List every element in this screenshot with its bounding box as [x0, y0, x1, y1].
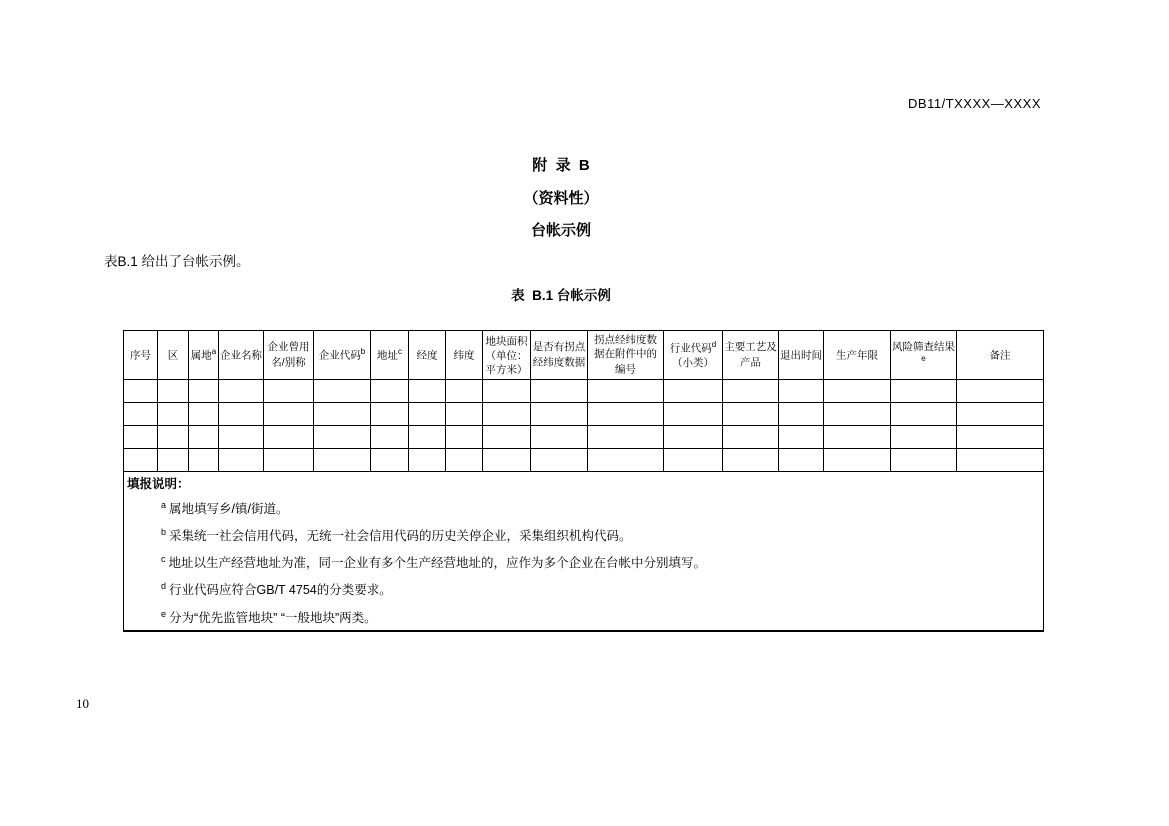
empty-cell: [483, 426, 531, 449]
empty-cell: [124, 426, 158, 449]
empty-cell: [664, 403, 723, 426]
empty-cell: [264, 449, 314, 472]
empty-cell: [824, 426, 891, 449]
empty-cell: [189, 426, 219, 449]
empty-cell: [779, 426, 824, 449]
empty-cell: [219, 449, 264, 472]
table-caption: 表 B.1 台帐示例: [511, 288, 611, 303]
empty-cell: [124, 403, 158, 426]
empty-cell: [189, 403, 219, 426]
empty-cell: [531, 426, 588, 449]
col-header-exit-time: 退出时间: [779, 331, 824, 380]
intro-paragraph: 表B.1 给出了台帐示例。: [104, 254, 250, 269]
empty-cell: [371, 403, 409, 426]
notes-cell: [124, 472, 1044, 631]
col-header-main-process: 主要工艺及产品: [723, 331, 779, 380]
col-header-production-years: 生产年限: [824, 331, 891, 380]
ledger-table-container: [123, 330, 1044, 632]
empty-cell: [779, 380, 824, 403]
empty-cell: [446, 449, 483, 472]
header-row: [124, 331, 1044, 380]
empty-cell: [371, 380, 409, 403]
empty-cell: [409, 426, 446, 449]
empty-cell: [446, 403, 483, 426]
empty-cell: [957, 449, 1044, 472]
empty-cell: [588, 380, 664, 403]
empty-cell: [957, 403, 1044, 426]
empty-cell: [531, 403, 588, 426]
footnote-a: $^a$ 属地填写乡/镇/街道。: [161, 500, 289, 517]
empty-cell: [314, 380, 371, 403]
col-header-address: 地址$^c$: [371, 331, 409, 380]
empty-cell: [957, 380, 1044, 403]
col-header-industry-code: 行业代码$^d$（小类）: [664, 331, 723, 380]
empty-cell: [371, 426, 409, 449]
empty-cell: [264, 426, 314, 449]
footnote-c: $^c$ 地址以生产经营地址为准，同一企业有多个生产经营地址的，应作为多个企业在台帐中分别填写。: [161, 554, 707, 571]
empty-cell: [723, 449, 779, 472]
empty-cell: [314, 449, 371, 472]
empty-cell: [189, 449, 219, 472]
notes-row: [124, 472, 1044, 631]
empty-cell: [314, 403, 371, 426]
empty-cell: [723, 403, 779, 426]
empty-cell: [409, 380, 446, 403]
appendix-name: 台帐示例: [530, 222, 591, 239]
empty-cell: [723, 380, 779, 403]
col-header-latitude: 纬度: [446, 331, 483, 380]
empty-cell: [158, 403, 189, 426]
empty-cell: [723, 426, 779, 449]
appendix-subtitle: （资料性）: [523, 190, 599, 207]
empty-cell: [124, 449, 158, 472]
empty-cell: [158, 426, 189, 449]
table-body: [124, 380, 1044, 472]
empty-row: [124, 449, 1044, 472]
empty-cell: [483, 449, 531, 472]
empty-cell: [158, 449, 189, 472]
empty-row: [124, 403, 1044, 426]
col-header-seq: 序号: [124, 331, 158, 380]
notes-title: 填报说明：: [127, 477, 190, 491]
standard-number: DB11/TXXXX—XXXX: [908, 96, 1041, 111]
empty-cell: [779, 403, 824, 426]
empty-cell: [371, 449, 409, 472]
empty-cell: [588, 403, 664, 426]
empty-cell: [483, 403, 531, 426]
empty-cell: [957, 426, 1044, 449]
empty-cell: [824, 380, 891, 403]
empty-cell: [779, 449, 824, 472]
empty-cell: [314, 426, 371, 449]
empty-cell: [158, 380, 189, 403]
empty-cell: [409, 449, 446, 472]
empty-cell: [891, 449, 957, 472]
col-header-plot-area: 地块面积（单位：平方米）: [483, 331, 531, 380]
ledger-header: [124, 331, 1044, 380]
empty-cell: [664, 449, 723, 472]
empty-cell: [189, 380, 219, 403]
page-number: 10: [76, 696, 89, 711]
empty-cell: [664, 426, 723, 449]
footnote-e: $^e$ 分为“优先监管地块” “一般地块”两类。: [161, 608, 377, 625]
empty-cell: [588, 426, 664, 449]
table-notes: [124, 472, 1044, 631]
empty-cell: [531, 380, 588, 403]
empty-cell: [588, 449, 664, 472]
col-header-risk-screening-result: 风险筛查结果$^e$: [891, 331, 957, 380]
footnote-d: $^d$ 行业代码应符合GB/T 4754的分类要求。: [161, 581, 392, 598]
col-header-vertex-attachment-no: 拐点经纬度数据在附件中的编号: [588, 331, 664, 380]
empty-cell: [446, 380, 483, 403]
col-header-district: 区: [158, 331, 189, 380]
empty-cell: [219, 380, 264, 403]
empty-cell: [891, 403, 957, 426]
empty-cell: [483, 380, 531, 403]
col-header-enterprise-name: 企业名称: [219, 331, 264, 380]
empty-cell: [446, 426, 483, 449]
ledger-table: [123, 330, 1044, 632]
empty-cell: [531, 449, 588, 472]
empty-cell: [219, 426, 264, 449]
empty-cell: [824, 403, 891, 426]
empty-cell: [264, 380, 314, 403]
empty-cell: [409, 403, 446, 426]
appendix-title: 附 录 B: [532, 157, 590, 174]
empty-cell: [124, 380, 158, 403]
empty-cell: [664, 380, 723, 403]
col-header-enterprise-code: 企业代码$^b$: [314, 331, 371, 380]
empty-row: [124, 426, 1044, 449]
empty-cell: [891, 426, 957, 449]
empty-cell: [264, 403, 314, 426]
empty-cell: [824, 449, 891, 472]
col-header-locality: 属地$^a$: [189, 331, 219, 380]
col-header-former-name: 企业曾用名/别称: [264, 331, 314, 380]
col-header-longitude: 经度: [409, 331, 446, 380]
col-header-has-vertex-data: 是否有拐点经纬度数据: [531, 331, 588, 380]
empty-row: [124, 380, 1044, 403]
empty-cell: [219, 403, 264, 426]
empty-cell: [891, 380, 957, 403]
col-header-remarks: 备注: [957, 331, 1044, 380]
footnote-b: $^b$ 采集统一社会信用代码，无统一社会信用代码的历史关停企业，采集组织机构代码。: [161, 527, 632, 544]
